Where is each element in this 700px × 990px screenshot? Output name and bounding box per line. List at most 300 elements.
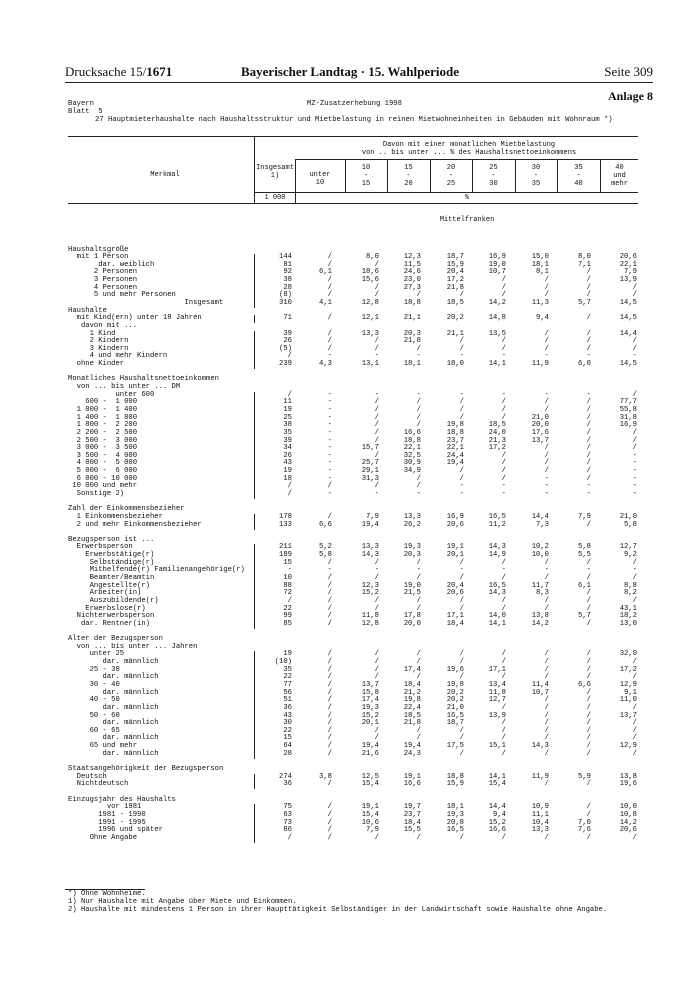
cell-share: /	[544, 673, 549, 682]
cell-share: 22,4	[403, 703, 421, 712]
cell-share: 12,1	[361, 314, 379, 323]
cell-share: 9,2	[624, 551, 637, 560]
cell-share: /	[374, 291, 379, 300]
cell-share: -	[544, 566, 549, 575]
cell-share: -	[327, 467, 332, 476]
cell-total: 19	[283, 405, 292, 414]
page-number: Seite 309	[604, 64, 653, 79]
row-label: 30 - 40	[68, 680, 120, 689]
cell-share: 19,0	[488, 260, 506, 269]
cell-share: /	[327, 749, 332, 758]
cell-total: /	[287, 833, 292, 842]
cell-share: /	[416, 833, 421, 842]
cell-share: 19,4	[403, 742, 421, 751]
cell-share: 18,4	[403, 818, 421, 827]
cell-share: 19,8	[446, 680, 464, 689]
cell-share: 19,4	[361, 520, 379, 529]
cell-share: 20,4	[446, 581, 464, 590]
cell-share: /	[374, 726, 379, 735]
cell-share: -	[459, 390, 464, 399]
cell-share: 16,6	[403, 780, 421, 789]
cell-share: /	[632, 337, 637, 346]
cell-total: 26	[283, 337, 292, 346]
cell-share: 15,4	[361, 780, 379, 789]
row-label: 2 500 - 3 000	[68, 436, 138, 445]
cell-share: 7,9	[578, 512, 591, 521]
cell-share: /	[544, 658, 549, 667]
cell-share: /	[586, 658, 591, 667]
cell-total: 26	[283, 451, 292, 460]
row-label: Erwerbslose(r)	[68, 604, 146, 613]
document-id: 1671	[146, 64, 173, 79]
cell-share: /	[374, 428, 379, 437]
cell-share: /	[501, 337, 506, 346]
cell-share: /	[327, 711, 332, 720]
row-label: Ohne Angabe	[68, 833, 138, 842]
cell-share: 17,1	[446, 612, 464, 621]
cell-share: /	[586, 742, 591, 751]
cell-total: 63	[283, 810, 292, 819]
cell-share: -	[416, 352, 421, 361]
cell-share: /	[544, 276, 549, 285]
cell-share: /	[501, 673, 506, 682]
cell-share: 11,8	[488, 688, 506, 697]
cell-share: 13,7	[531, 436, 549, 445]
row-label: Nichtdeutsch	[68, 780, 129, 789]
row-label: 1 Kind	[68, 329, 116, 338]
cell-share: /	[632, 749, 637, 758]
cell-share: /	[327, 803, 332, 812]
cell-share: 6,6	[578, 680, 591, 689]
document-prefix: Drucksache 15/	[65, 64, 147, 79]
cell-share: -	[632, 489, 637, 498]
cell-share: /	[544, 283, 549, 292]
row-label: 1991 - 1995	[68, 818, 146, 827]
cell-share: /	[327, 589, 332, 598]
cell-share: /	[586, 673, 591, 682]
cell-share: /	[374, 833, 379, 842]
cell-share: /	[327, 329, 332, 338]
cell-share: /	[501, 596, 506, 605]
cell-share: 25,7	[361, 459, 379, 468]
row-label: 2 Personen	[68, 268, 138, 277]
cell-share: /	[586, 696, 591, 705]
cell-share: 10,7	[531, 688, 549, 697]
cell-total: 178	[279, 512, 292, 521]
cell-share: -	[501, 489, 506, 498]
cell-share: /	[327, 726, 332, 735]
cell-share: 20,8	[446, 818, 464, 827]
cell-share: -	[632, 482, 637, 491]
cell-share: -	[544, 489, 549, 498]
row-label: Staatsangehörigkeit der Bezugsperson	[68, 765, 224, 774]
cell-share: 14,4	[531, 512, 549, 521]
cell-share: /	[327, 276, 332, 285]
row-label: Arbeiter(in)	[68, 589, 142, 598]
cell-share: 16,6	[403, 428, 421, 437]
cell-share: /	[459, 413, 464, 422]
cell-share: /	[544, 344, 549, 353]
cell-share: 5,8	[319, 551, 332, 560]
cell-share: 18,1	[531, 260, 549, 269]
cell-share: 12,8	[361, 619, 379, 628]
cell-share: /	[416, 474, 421, 483]
cell-share: 14,1	[488, 619, 506, 628]
cell-share: 18,1	[403, 360, 421, 369]
cell-total: (8)	[279, 291, 292, 300]
cell-share: -	[544, 352, 549, 361]
cell-total: 75	[283, 803, 292, 812]
cell-total: 43	[283, 459, 292, 468]
cell-share: /	[459, 658, 464, 667]
cell-total: 28	[283, 749, 292, 758]
row-label: 3 Kindern	[68, 344, 129, 353]
cell-share: /	[501, 413, 506, 422]
cell-share: /	[544, 833, 549, 842]
cell-share: 14,2	[619, 818, 637, 827]
cell-share: 20,0	[403, 619, 421, 628]
cell-share: /	[544, 650, 549, 659]
footnote-1: *) Ohne Wohnheime.	[68, 890, 146, 898]
row-label: 6 000 - 10 000	[68, 474, 138, 483]
row-label: 1 400 - 1 800	[68, 413, 138, 422]
cell-share: /	[544, 596, 549, 605]
cell-share: 6,6	[319, 520, 332, 529]
cell-share: 19,1	[403, 772, 421, 781]
cell-share: 20,4	[446, 268, 464, 277]
cell-share: /	[544, 558, 549, 567]
cell-share: /	[327, 650, 332, 659]
cell-share: 11,8	[361, 612, 379, 621]
cell-share: /	[416, 558, 421, 567]
cell-share: /	[374, 413, 379, 422]
cell-share: 6,1	[578, 581, 591, 590]
cell-share: /	[327, 260, 332, 269]
cell-share: /	[632, 658, 637, 667]
header-col-4: 20 - 25	[446, 164, 456, 188]
cell-total: -	[287, 566, 292, 575]
cell-share: 19,1	[361, 803, 379, 812]
cell-total: 19	[283, 467, 292, 476]
cell-total: 92	[283, 268, 292, 277]
cell-share: 12,9	[619, 742, 637, 751]
row-label: Zahl der Einkommensbezieher	[68, 505, 185, 514]
cell-share: /	[327, 619, 332, 628]
cell-share: -	[586, 352, 591, 361]
row-label: Selbständige(r)	[68, 558, 155, 567]
cell-share: /	[327, 291, 332, 300]
cell-share: 5,8	[624, 520, 637, 529]
cell-share: 14,2	[531, 619, 549, 628]
cell-share: 12,3	[403, 253, 421, 262]
row-label: Bezugsperson ist ...	[68, 535, 155, 544]
cell-share: /	[416, 658, 421, 667]
cell-share: /	[586, 291, 591, 300]
cell-share: 15,9	[446, 780, 464, 789]
cell-share: 14,0	[488, 612, 506, 621]
row-label: Beamter/Beamtin	[68, 574, 155, 583]
cell-share: 11,0	[619, 696, 637, 705]
cell-share: /	[586, 405, 591, 414]
cell-total: 11	[283, 398, 292, 407]
header-divider	[65, 82, 653, 83]
cell-total: 25	[283, 413, 292, 422]
header-merkmal: Merkmal	[150, 171, 180, 179]
cell-share: 21,5	[403, 589, 421, 598]
cell-share: 5,7	[578, 298, 591, 307]
cell-share: /	[501, 749, 506, 758]
cell-share: /	[327, 688, 332, 697]
cell-share: /	[501, 558, 506, 567]
cell-share: -	[459, 566, 464, 575]
cell-share: 7,0	[578, 818, 591, 827]
cell-total: 35	[283, 428, 292, 437]
cell-total: 39	[283, 436, 292, 445]
cell-total: 71	[283, 314, 292, 323]
cell-share: -	[544, 474, 549, 483]
cell-share: 8,2	[624, 589, 637, 598]
cell-share: /	[586, 344, 591, 353]
row-label: 5 000 - 6 000	[68, 467, 138, 476]
col-divider	[254, 136, 255, 203]
row-label: unter 600	[68, 390, 155, 399]
row-label: 2 Kindern	[68, 337, 129, 346]
cell-total: 239	[279, 360, 292, 369]
row-label: ohne Kinder	[68, 360, 125, 369]
cell-share: /	[416, 596, 421, 605]
cell-share: /	[374, 574, 379, 583]
cell-share: 18,7	[446, 253, 464, 262]
cell-share: -	[327, 421, 332, 430]
cell-share: 19,0	[403, 581, 421, 590]
cell-total: 85	[283, 619, 292, 628]
attachment-label: Anlage 8	[608, 89, 653, 103]
cell-total: 144	[279, 253, 292, 262]
cell-share: -	[632, 566, 637, 575]
cell-share: /	[327, 596, 332, 605]
cell-share: 17,4	[361, 696, 379, 705]
cell-share: /	[327, 665, 332, 674]
cell-share: /	[586, 474, 591, 483]
cell-share: /	[416, 650, 421, 659]
cell-share: /	[327, 253, 332, 262]
cell-share: /	[586, 665, 591, 674]
cell-share: -	[632, 467, 637, 476]
row-label: 1996 und später	[68, 826, 163, 835]
cell-share: /	[459, 673, 464, 682]
cell-total: 51	[283, 696, 292, 705]
cell-total: 189	[279, 551, 292, 560]
cell-share: -	[632, 451, 637, 460]
cell-share: /	[586, 574, 591, 583]
cell-share: /	[374, 734, 379, 743]
row-label: 65 und mehr	[68, 742, 138, 751]
cell-share: 18,8	[403, 298, 421, 307]
row-label: 10 000 und mehr	[68, 482, 138, 491]
cell-share: 14,3	[361, 551, 379, 560]
cell-share: 8,3	[536, 589, 549, 598]
cell-share: 20,6	[446, 589, 464, 598]
cell-share: /	[416, 574, 421, 583]
cell-share: 15,5	[403, 826, 421, 835]
cell-share: 18,1	[446, 803, 464, 812]
cell-share: /	[501, 726, 506, 735]
row-label: 3 Personen	[68, 276, 138, 285]
cell-share: 19,3	[361, 703, 379, 712]
cell-share: -	[327, 405, 332, 414]
cell-share: -	[327, 489, 332, 498]
cell-share: 19,4	[361, 742, 379, 751]
cell-share: 17,6	[531, 428, 549, 437]
cell-share: 16,5	[446, 826, 464, 835]
cell-total: (10)	[274, 658, 292, 667]
cell-share: 21,8	[403, 719, 421, 728]
cell-share: -	[416, 390, 421, 399]
cell-share: 16,5	[488, 512, 506, 521]
row-label: 3 500 - 4 000	[68, 451, 138, 460]
cell-share: 21,8	[403, 337, 421, 346]
header-col-6: 30 - 35	[531, 164, 541, 188]
cell-share: 9,4	[493, 810, 506, 819]
survey-title: MZ-Zusatzerhebung 1998	[307, 100, 402, 108]
cell-share: -	[459, 352, 464, 361]
cell-share: 14,9	[488, 551, 506, 560]
cell-share: -	[327, 436, 332, 445]
cell-share: -	[327, 459, 332, 468]
cell-share: 32,0	[619, 650, 637, 659]
cell-share: 14,1	[488, 360, 506, 369]
cell-share: /	[501, 467, 506, 476]
cell-share: /	[586, 734, 591, 743]
row-label: von ... bis unter ... DM	[68, 383, 181, 392]
cell-share: -	[501, 390, 506, 399]
cell-share: /	[327, 581, 332, 590]
row-label: dar. männlich	[68, 688, 159, 697]
cell-share: /	[632, 726, 637, 735]
cell-share: /	[632, 703, 637, 712]
cell-share: 18,7	[446, 719, 464, 728]
cell-share: /	[632, 344, 637, 353]
cell-share: 18,0	[446, 360, 464, 369]
cell-share: /	[459, 398, 464, 407]
cell-share: /	[586, 726, 591, 735]
cell-share: -	[632, 474, 637, 483]
row-label: dar. Rentner(in)	[68, 619, 150, 628]
cell-share: 13,8	[619, 772, 637, 781]
cell-share: /	[416, 604, 421, 613]
header-col-8: 40 und mehr	[611, 164, 628, 188]
cell-share: /	[586, 604, 591, 613]
row-label: 1 000 - 1 400	[68, 405, 138, 414]
cell-share: /	[586, 711, 591, 720]
header-group-title: Davon mit einer monatlichen Mietbelastung von .. bis unter ... % des Haushaltsnettoeinkommens	[361, 141, 577, 157]
cell-share: /	[501, 574, 506, 583]
cell-share: /	[501, 291, 506, 300]
cell-share: /	[416, 291, 421, 300]
cell-share: -	[544, 390, 549, 399]
cell-total: 19	[283, 650, 292, 659]
cell-share: /	[632, 596, 637, 605]
cell-share: 16,9	[619, 421, 637, 430]
cell-share: /	[586, 459, 591, 468]
cell-share: 55,8	[619, 405, 637, 414]
cell-share: 12,3	[361, 581, 379, 590]
cell-share: 15,2	[361, 589, 379, 598]
cell-share: /	[586, 421, 591, 430]
cell-share: 14,4	[488, 803, 506, 812]
row-label: mit Kind(ern) unter 18 Jahren	[68, 314, 202, 323]
row-label: dar. männlich	[68, 673, 159, 682]
cell-share: 10,0	[531, 551, 549, 560]
cell-share: /	[459, 604, 464, 613]
cell-share: 18,8	[446, 772, 464, 781]
cell-share: 13,3	[361, 329, 379, 338]
cell-share: 20,1	[361, 719, 379, 728]
cell-total: 88	[283, 581, 292, 590]
cell-share: /	[374, 650, 379, 659]
cell-share: 14,5	[619, 314, 637, 323]
cell-share: 14,3	[488, 543, 506, 552]
cell-share: /	[327, 604, 332, 613]
cell-total: 22	[283, 726, 292, 735]
cell-share: 4,1	[319, 298, 332, 307]
row-label: 1 Einkommensbezieher	[68, 512, 163, 521]
header-col-5: 25 - 30	[489, 164, 498, 188]
cell-share: /	[501, 451, 506, 460]
cell-share: 23,7	[403, 810, 421, 819]
cell-share: /	[374, 421, 379, 430]
cell-share: 13,7	[619, 711, 637, 720]
cell-total: 22	[283, 673, 292, 682]
cell-share: 13,5	[488, 329, 506, 338]
cell-share: 13,7	[361, 680, 379, 689]
row-label: 40 - 50	[68, 696, 120, 705]
cell-share: /	[544, 467, 549, 476]
cell-total: 28	[283, 283, 292, 292]
cell-share: /	[544, 780, 549, 789]
cell-share: /	[586, 268, 591, 277]
cell-share: -	[459, 489, 464, 498]
cell-share: /	[544, 337, 549, 346]
row-label: unter 25	[68, 650, 125, 659]
row-label: 2 200 - 2 500	[68, 428, 138, 437]
cell-share: 21,6	[361, 749, 379, 758]
row-label: Mithelfende(r) Familienangehörige(r)	[68, 566, 245, 575]
cell-share: /	[327, 833, 332, 842]
cell-share: /	[544, 665, 549, 674]
cell-share: 15,7	[361, 444, 379, 453]
cell-total: /	[287, 482, 292, 491]
cell-share: /	[501, 344, 506, 353]
cell-share: /	[544, 703, 549, 712]
cell-share: 17,2	[446, 276, 464, 285]
cell-share: /	[459, 650, 464, 659]
cell-share: /	[544, 574, 549, 583]
cell-share: /	[586, 596, 591, 605]
cell-share: 4,3	[319, 360, 332, 369]
cell-share: 14,5	[619, 298, 637, 307]
cell-share: 16,5	[446, 711, 464, 720]
cell-share: 18,4	[446, 619, 464, 628]
cell-share: /	[327, 818, 332, 827]
cell-share: 11,5	[403, 260, 421, 269]
cell-share: 32,5	[403, 451, 421, 460]
cell-share: 24,4	[446, 451, 464, 460]
cell-share: /	[544, 734, 549, 743]
cell-share: /	[459, 474, 464, 483]
cell-total: 43	[283, 711, 292, 720]
cell-share: -	[374, 390, 379, 399]
